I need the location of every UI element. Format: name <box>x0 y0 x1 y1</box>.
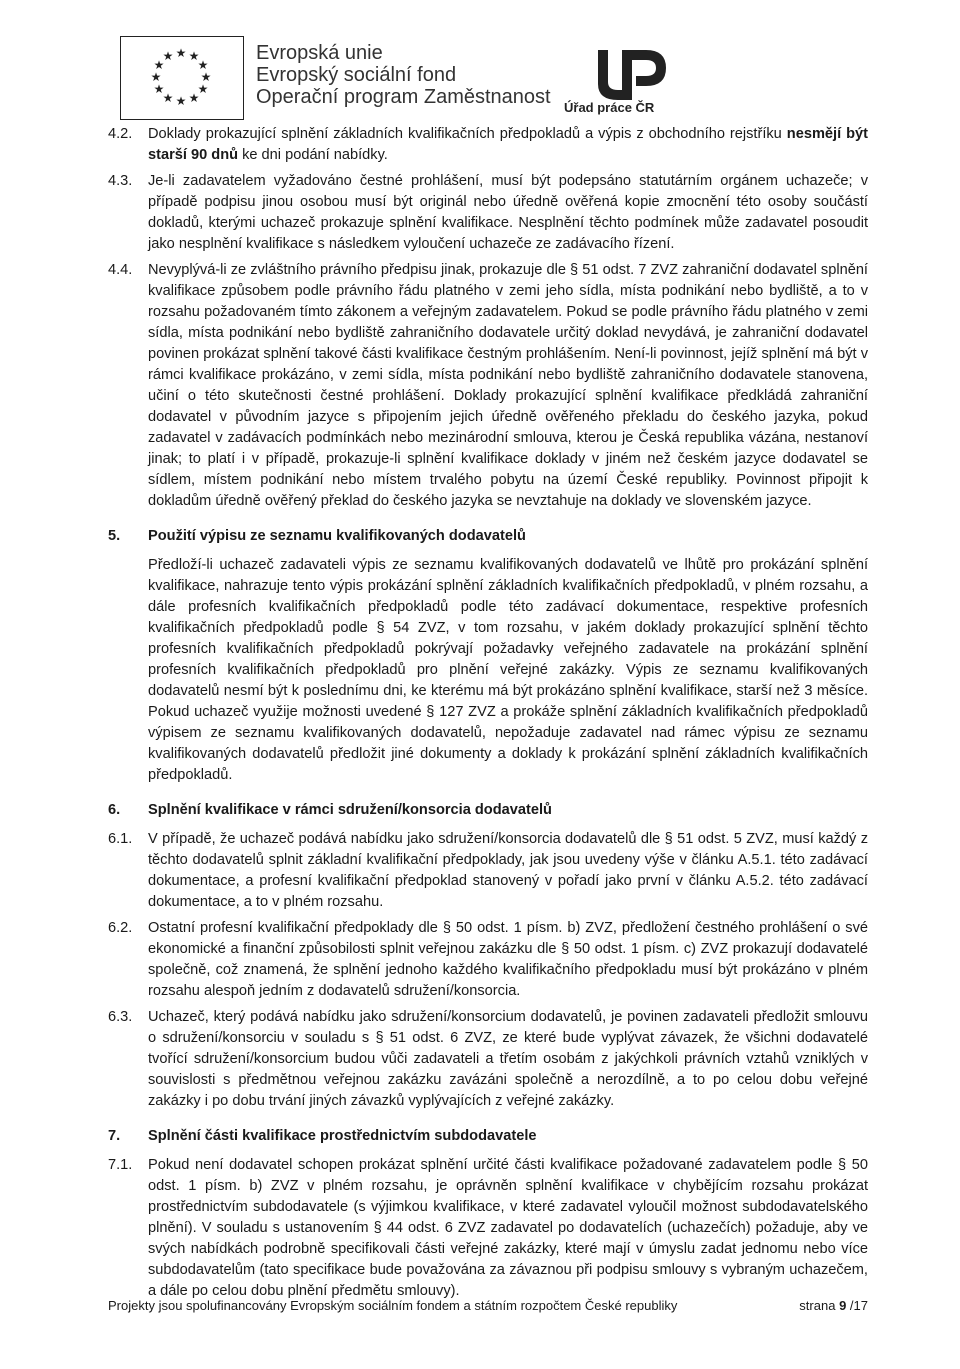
paragraph-number: 6.1. <box>108 831 133 847</box>
svg-text:★: ★ <box>197 58 209 72</box>
eu-stars-icon <box>121 37 242 118</box>
section-6-heading <box>108 800 868 821</box>
paragraph-emphasis: nesmějí být starší 90 dnů <box>148 126 869 163</box>
document-body <box>108 124 868 1307</box>
paragraph-6-1 <box>108 829 868 913</box>
paragraph-6-3 <box>108 1007 868 1112</box>
paragraph-number: 4.4. <box>108 262 133 278</box>
paragraph-number: 6.2. <box>108 920 133 936</box>
svg-text:★: ★ <box>188 91 200 105</box>
section-number: 7. <box>108 1128 121 1144</box>
page-total: /17 <box>849 1298 868 1313</box>
svg-text:★: ★ <box>153 58 165 72</box>
eu-line-1: Evropská unie <box>256 42 383 64</box>
svg-text:★: ★ <box>200 70 212 84</box>
section-title: Splnění kvalifikace v rámci sdružení/konsorcia dodavatelů <box>148 802 552 818</box>
paragraph-text: Je-li zadavatelem vyžadováno čestné prohlášení, musí být podepsáno statutárním orgánem uchazeče; v případě podpisu jinou osobou musí být originál nebo úředně ověřená kopie zmocnění této osoby součástí dokladů, kterými uchazeč prokazuje splnění kvalifikace. Nesplnění těchto podmínek může zadavatel posoudit jako nesplnění kvalifikace s následkem vyloučení uchazeče ze zadávacího řízení. <box>148 173 868 252</box>
paragraph-7-1 <box>108 1155 868 1302</box>
paragraph-number: 4.3. <box>108 173 133 189</box>
svg-text:★: ★ <box>153 82 165 96</box>
page-number <box>799 1298 868 1313</box>
paragraph-number: 6.3. <box>108 1009 133 1025</box>
paragraph-4-3 <box>108 171 868 255</box>
eu-program-text <box>256 42 551 108</box>
section-number: 6. <box>108 802 121 818</box>
page-header <box>120 36 680 122</box>
svg-text:★: ★ <box>162 49 174 63</box>
page-current: 9 <box>839 1298 847 1313</box>
paragraph-number: 7.1. <box>108 1157 133 1173</box>
paragraph-text: Nevyplývá-li ze zvláštního právního předpisu jinak, prokazuje dle § 51 odst. 7 ZVZ zahraniční dodavatel splnění kvalifikace způsobem podle právního řádu platného v zemi jeho sídla, místa podnikání nebo bydliště, a to v rozsahu požadovaném tímto zákonem a veřejným zadavatelem. Pokud se podle právního řádu platného v zemi sídla, místa podnikání nebo bydliště zahraničního dodavatele určitý doklad nevydává, je zahraniční dodavatel povinen prokázat splnění takové části kvalifikace čestným prohlášením. Není-li povinnost, jejíž splnění má být v rámci kvalifikace prokázáno, v zemi sídla, místa podnikání nebo bydliště zahraničního dodavatele stanovena, učiní o této skutečnosti čestné prohlášení. Doklady prokazující splnění kvalifikace předkládá zahraniční dodavatel v původním jazyce s připojením jejich úředně ověřeného překladu do českého jazyka, pokud zadavatel v zadávacích podmínkách nebo mezinárodní smlouva, kterou je Česká republika vázána, nestanoví jinak; to platí i v případě, prokazuje-li splnění kvalifikace doklady v jiném než českém jazyce dodavatel se sídlem, místem podnikání nebo místem trvalého pobytu na území České republiky. Povinnost připojit k dokladům úředně ověřený překlad do českého jazyka se nevztahuje na doklady ve slovenském jazyce. <box>148 262 868 509</box>
eu-flag-logo <box>120 36 244 120</box>
paragraph-text: Pokud není dodavatel schopen prokázat splnění určité části kvalifikace požadované zadavatelem podle § 50 odst. 1 písm. b) ZVZ v plném rozsahu, je oprávněn splnění kvalifikace v chybějícím rozsahu prokázat prostřednictvím subdodavatele (s výjimkou kvalifikace, v které zadavatel vyloučil možnost subdodavatelského plnění). V souladu s ustanovením § 44 odst. 6 ZVZ zadavatel po dodavatelích (uchazečích) požaduje, aby ve svých nabídkách podrobně specifikovali části veřejné zakázky, které mají v úmyslu zadat jednomu nebo více subdodavatelům (tato specifikace bude považována za závaznou při podpisu smlouvy s vybraným uchazečem, a dále po celou dobu plnění předmětu smlouvy). <box>148 1157 868 1299</box>
paragraph-text: V případě, že uchazeč podává nabídku jako sdružení/konsorcia dodavatelů dle § 51 odst. 5 ZVZ, musí každý z těchto dodavatelů splnit základní kvalifikační předpoklady, jak jsou uvedeny výše v článku A.5.1. této zadávací dokumentace, a profesní kvalifikační předpoklad stanovený v pořadí jako první v článku A.5.2. této zadávací dokumentace, a to v plném rozsahu. <box>148 831 868 910</box>
funding-note: Projekty jsou spolufinancovány Evropským sociálním fondem a státním rozpočtem České republiky <box>108 1298 678 1313</box>
paragraph-4-4 <box>108 260 868 512</box>
svg-text:★: ★ <box>197 82 209 96</box>
agency-name: Úřad práce ČR <box>564 100 655 115</box>
paragraph-6-2 <box>108 918 868 1002</box>
paragraph-text: Ostatní profesní kvalifikační předpoklady dle § 50 odst. 1 písm. b) ZVZ, předložení čestného prohlášení o své ekonomické a finanční způsobilosti splnit veřejnou zakázku dle § 50 odst. 1 písm. c) ZVZ prokazují dodavatelé společně, což znamená, že splnění jednoho každého kvalifikačního předpokladu musí být prokázáno v plném rozsahu alespoň jedním z dodavatelů sdružení/konsorcia. <box>148 920 868 999</box>
paragraph-4-2 <box>108 124 868 166</box>
section-number: 5. <box>108 528 121 544</box>
paragraph-text: Uchazeč, který podává nabídku jako sdružení/konsorcium dodavatelů, je povinen zadavateli předložit smlouvu o sdružení/konsorciu v souladu s § 51 odst. 6 ZVZ, ze které bude vyplývat závazek, že všichni dodavatelé tvořící sdružení/konsorcium budou vůči zadavateli a třetím osobám z jakýchkoli právních vztahů vzniklých v souvislosti s předmětnou veřejnou zakázku zavázáni společně a nerozdílně, a to po celou dobu veřejné zakázky i po dobu trvání jiných závazků vyplývajících z veřejné zakázky. <box>148 1009 868 1109</box>
section-5-heading <box>108 526 868 547</box>
svg-text:★: ★ <box>162 91 174 105</box>
svg-text:★: ★ <box>175 46 187 60</box>
svg-text:★: ★ <box>188 49 200 63</box>
section-7-heading <box>108 1126 868 1147</box>
svg-text:★: ★ <box>175 94 187 108</box>
svg-text:★: ★ <box>150 70 162 84</box>
paragraph-text-tail: ke dni podání nabídky. <box>242 147 388 163</box>
eu-line-2: Evropský sociální fond <box>256 64 457 86</box>
page-label: strana <box>799 1298 836 1313</box>
section-title: Splnění části kvalifikace prostřednictvím subdodavatele <box>148 1128 537 1144</box>
section-5-text: Předloží-li uchazeč zadavateli výpis ze seznamu kvalifikovaných dodavatelů ve lhůtě pro prokázání splnění kvalifikace, nahrazuje tento výpis prokázání splnění základních kvalifikačních předpokladů, v plném rozsahu, a dále profesních kvalifikačních předpokladů podle této zadávací dokumentace, respektive profesních kvalifikačních předpokladů podle § 54 ZVZ, v tom rozsahu, v jakém doklady prokazující splnění těchto profesních kvalifikačních předpokladů pokrývají požadavky veřejného zadavatele na prokázání splnění profesních kvalifikačních předpokladů pro plnění veřejné zakázky. Výpis ze seznamu kvalifikovaných dodavatelů nesmí být k poslednímu dni, ke kterému má být prokázáno splnění kvalifikace, starší než 3 měsíce. Pokud uchazeč využije možnosti uvedené § 127 ZVZ a prokáže splnění základních kvalifikačních předpokladů výpisem ze seznamu kvalifikovaných dodavatelů, nepožaduje zadavatel nad rámec výpisu ze seznamu kvalifikovaných dodavatelů předložit jiné dokumenty a doklady k prokázání splnění základních kvalifikačních předpokladů. <box>148 557 868 783</box>
eu-line-3: Operační program Zaměstnanost <box>256 86 551 108</box>
section-title: Použití výpisu ze seznamu kvalifikovaných dodavatelů <box>148 528 526 544</box>
paragraph-text: Doklady prokazující splnění základních kvalifikačních předpokladů a výpis z obchodního rejstříku <box>148 126 782 142</box>
paragraph-number: 4.2. <box>108 126 133 142</box>
